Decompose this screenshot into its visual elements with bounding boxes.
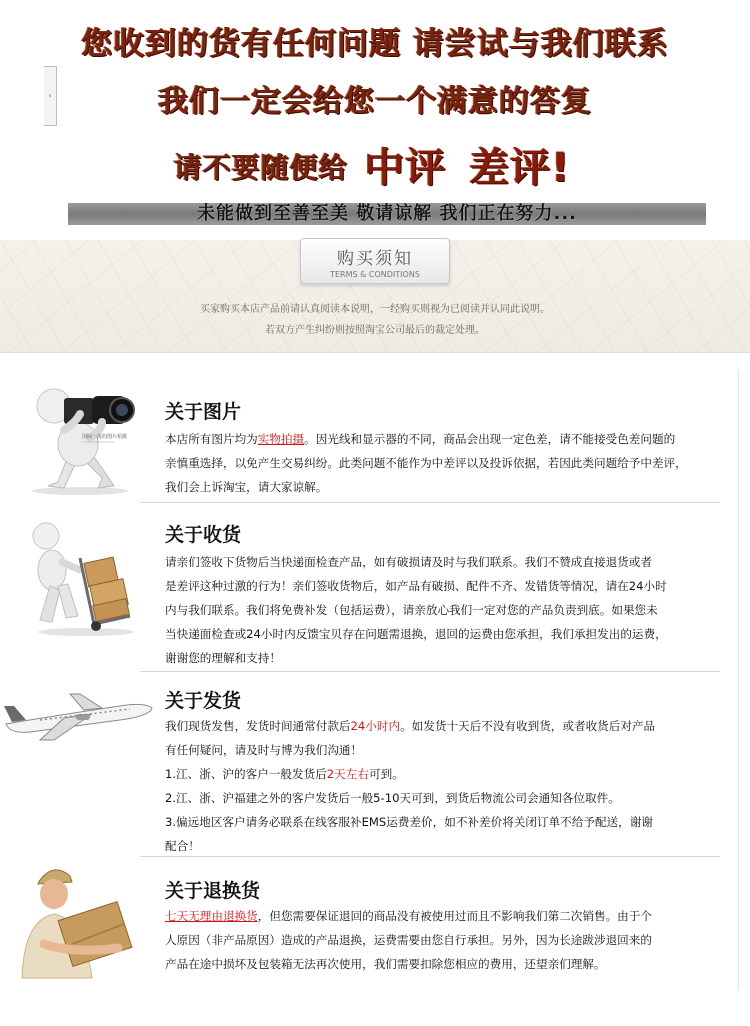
shipping-line-3 xyxy=(165,762,720,786)
shipping-line-4: 2.江、浙、沪福建之外的客户发货后一般5-10天可到，到货后物流公司会通知各位取件。 xyxy=(165,791,620,805)
banner-neutral-review-text: 中评 xyxy=(364,145,447,191)
banner-negative-review-text: 差评! xyxy=(469,145,571,191)
returns-line-2: 人原因（非产品原因）造成的产品退换，运费需要由您自行承担。另外，因为长途跋涉退回来的 xyxy=(165,933,652,947)
terms-note-2: 若双方产生纠纷则按照淘宝公司最后的裁定处理。 xyxy=(265,325,485,336)
returns-line-3: 产品在途中损坏及包装箱无法再次使用，我们需要扣除您相应的费用，还望亲们理解。 xyxy=(165,957,606,971)
airplane-icon xyxy=(0,684,158,744)
terms-badge xyxy=(300,238,450,284)
section-title-receiving: 关于收货 xyxy=(165,524,242,546)
shipping-highlight-2days: 2天左右 xyxy=(326,767,369,781)
banner-headline-2: 我们一定会给您一个满意的答复 xyxy=(158,84,592,119)
section-body-photos xyxy=(165,427,720,499)
banner-apology-bar: 未能做到至善至美 敬请谅解 我们正在努力... xyxy=(68,203,706,225)
receiving-line-2: 是差评这种过激的行为！亲们签收货物后，如产品有破损、配件不齐、发错货等情况，请在24小时 xyxy=(165,579,667,593)
photos-highlight-real-shot: 实物拍摄 xyxy=(257,432,305,446)
receiving-line-5: 谢谢您的理解和支持！ xyxy=(165,651,281,665)
photos-line-1-text-a: 本店所有图片均为 xyxy=(165,432,258,446)
shipping-line-2: 有任何疑问，请及时与博为我们沟通！ xyxy=(165,743,363,757)
banner-headline-3-prefix: 请不要随便给 xyxy=(173,151,348,184)
shipping-line-3-text-a: 1.江、浙、沪的客户一般发货后 xyxy=(165,767,327,781)
returns-line-1 xyxy=(165,904,720,928)
shipping-line-3-text-b: 可到。 xyxy=(368,767,404,781)
section-body-receiving xyxy=(165,550,720,670)
receiving-line-3: 内与我们联系。我们将免费补发（包括运费），请亲放心我们一定对您的产品负责到底。如果您未 xyxy=(165,603,658,617)
section-body-returns xyxy=(165,904,720,976)
section-title-photos: 关于图片 xyxy=(165,401,242,423)
receiving-line-1: 请亲们签收下货物后当快递面检查产品，如有破损请及时与我们联系。我们不赞成直接退货或者 xyxy=(165,555,652,569)
section-divider xyxy=(140,856,720,857)
shipping-highlight-24h: 24小时内 xyxy=(350,719,401,733)
terms-title: 购买须知 xyxy=(337,249,413,269)
section-title-shipping: 关于发货 xyxy=(165,690,242,712)
shipping-line-6: 配合！ xyxy=(165,839,200,853)
section-title-returns: 关于退换货 xyxy=(165,880,261,902)
terms-note-1: 买家购买本店产品前请认真阅读本说明，一经购买则视为已阅读并认同此说明。 xyxy=(200,304,550,315)
section-body-shipping xyxy=(165,714,720,858)
banner-headline-3 xyxy=(0,136,750,193)
photos-line-3: 我们会上诉淘宝，请大家谅解。 xyxy=(165,480,328,494)
delivery-cart-icon xyxy=(22,520,142,638)
receiving-line-4: 当快递面检查或24小时内反馈宝贝存在问题需退换，退回的运费由您承担，我们承担发出的运费， xyxy=(165,627,667,641)
shipping-line-1-text-a: 我们现货发售，发货时间通常付款后 xyxy=(165,719,351,733)
shipping-line-1-text-b: 。如发货十天后不没有收到货，或者收货后对产品 xyxy=(400,719,656,733)
photos-line-2: 亲慎重选择，以免产生交易纠纷。此类问题不能作为中差评以及投诉依据，若因此类问题给予中差评， xyxy=(165,456,687,470)
returns-line-1-text-b: ，但您需要保证退回的商品没有被使用过而且不影响我们第二次销售。由于个 xyxy=(257,909,652,923)
photographer-icon xyxy=(18,378,148,496)
side-collapse-tab[interactable]: ‹ xyxy=(44,66,57,126)
photos-line-1 xyxy=(165,427,720,451)
terms-subtitle: TERMS & CONDITIONS xyxy=(330,270,420,279)
section-divider xyxy=(140,671,720,672)
section-divider xyxy=(140,502,720,503)
shipping-line-1 xyxy=(165,714,720,738)
photos-line-1-text-b: 。因光线和显示器的不同，商品会出现一定色差，请不能接受色差问题的 xyxy=(304,432,676,446)
courier-box-icon xyxy=(14,858,148,986)
banner-headline-1: 您收到的货有任何问题 请尝试与我们联系 xyxy=(81,26,669,62)
shipping-line-5: 3.偏远地区客户请务必联系在线客服补EMS运费差价，如不补差价将关闭订单不给予配送，谢谢 xyxy=(165,815,653,829)
camera-caption: 国际一流的图片拍摄 xyxy=(82,434,128,440)
returns-highlight-seven-days: 七天无理由退换货 xyxy=(165,909,258,923)
content-right-border xyxy=(738,370,739,990)
